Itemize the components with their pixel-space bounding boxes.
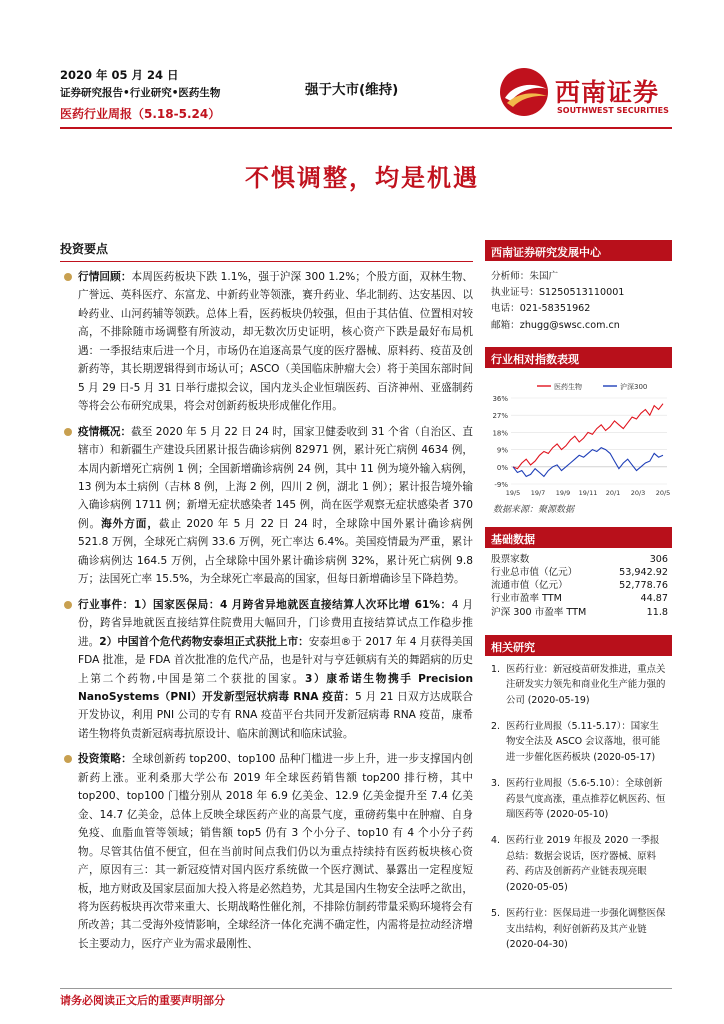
list-item[interactable] xyxy=(491,906,668,952)
summary-heading: 投资要点 xyxy=(60,240,473,262)
report-type: 证券研究报告•行业研究•医药生物 xyxy=(60,87,221,99)
item-text: 医药行业：医保局进一步强化调整医保支出结构，利好创新药及其产业链 (2020-04-30) xyxy=(506,908,666,950)
summary-point xyxy=(60,423,473,589)
list-item[interactable] xyxy=(491,833,668,895)
point-label: 疫情概况： xyxy=(78,425,132,438)
item-text: 医药行业 2019 年报及 2020 一季报总结：数据会说话，医疗器械、原料药、药店及创新药产业链表现亮眼 (2020-05-05) xyxy=(506,835,660,893)
investment-summary xyxy=(60,240,473,953)
item-text: 医药行业：新冠疫苗研发推进，重点关注研发实力领先和商业化生产能力强的公司 (2020-05-19) xyxy=(506,663,666,706)
item-number: 4. xyxy=(491,835,500,847)
point-bold: 2）中国首个危代药物安泰坦正式获批上市： xyxy=(99,635,309,648)
x-axis-ticks xyxy=(506,489,671,497)
item-text: 医药行业周报（5.6-5.10）：全球创新药景气度高涨，重点推荐亿帆医药、恒瑞医药等 (2020-05-10) xyxy=(506,778,666,821)
point-text: 4 月份，跨省异地就医直接结算住院费用大幅回升，门诊费用直接结算试点工作稳步推进。 xyxy=(78,598,473,648)
report-date: 2020 年 05 月 24 日 xyxy=(60,68,179,82)
item-number: 3. xyxy=(491,778,500,790)
row-key: 股票家数 xyxy=(491,553,530,565)
row-key: 行业市盈率 TTM xyxy=(491,593,562,605)
header-rule xyxy=(60,127,672,129)
company-logo xyxy=(497,65,677,121)
row-value: 53,942.92 xyxy=(619,567,668,579)
y-tick-label: 9% xyxy=(496,446,508,455)
x-tick-label: 20/5 xyxy=(655,488,671,497)
point-label: 行情回顾： xyxy=(78,271,132,283)
row-value: 44.87 xyxy=(640,593,668,605)
logo-mark-icon xyxy=(497,65,553,121)
table-row xyxy=(485,579,672,592)
list-item[interactable] xyxy=(491,662,668,708)
x-tick-label: 20/3 xyxy=(630,488,646,497)
x-tick-label: 19/11 xyxy=(578,488,598,497)
legend-label: 医药生物 xyxy=(554,382,582,391)
industry-rating: 强于大市(维持) xyxy=(305,82,399,98)
chart-svg xyxy=(485,374,672,502)
logo-name: 西南证券 xyxy=(555,78,660,107)
point-bold: 海外方面， xyxy=(101,517,159,530)
y-tick-label: 18% xyxy=(492,429,508,438)
series-line-0 xyxy=(513,404,663,469)
report-series: 医药行业周报（5.18-5.24） xyxy=(60,107,221,121)
bullet-icon xyxy=(64,428,72,436)
related-research-heading: 相关研究 xyxy=(485,635,672,656)
summary-point xyxy=(60,596,473,744)
table-row xyxy=(485,592,672,605)
series-line-1 xyxy=(513,448,663,477)
analyst-phone: 电话：021-58351962 xyxy=(491,303,591,315)
bullet-icon xyxy=(64,601,72,609)
table-row xyxy=(485,548,672,566)
point-text: 安泰坦®于 2017 年 4 月获得美国 FDA 批准，是 FDA 首次批准的危代产品，也是针对与亨廷顿病有关的舞蹈病的历史上第二个药物,中国是第二个获批的国家。 xyxy=(78,635,474,685)
y-tick-label: -9% xyxy=(494,480,508,489)
point-bold: 3）康希诺生物携手 Precision NanoSystems（PNI）开发新型冠状病毒 RNA 疫苗： xyxy=(78,672,473,703)
table-row xyxy=(485,566,672,579)
point-text: 全球创新药 top200、top100 品种门槛进一步上升，进一步支撑国内创新药上涨。亚利桑那大学公布 2019 年全球医药销售额 top200 排行榜，其中 top200、top100 门槛分别从 2018 年 6.9 亿美金、12.9 亿美金提升至 7.4 亿美金、14.7 亿美金，总体上反映全球医药产业的高景气度，重磅药集中在肿瘤、自身免疫、血脂血管等领域；销售额 top5 仍有 3 个小分子、top10 有 4 个小分子药物。尽管其估值不便宜，但在当前时间点我们仍以为重点持续持有医药板块核心资产，原因有三：其一新冠疫情对国内医疗系统做一个医疗测试、暴露出一定程度短板，地方财政及国家层面加大投入将是必然趋势，尤其是国内生物安全法呼之欲出，将为医药板块再次带来重大、长期战略性催化剂，不排除仿制药带量采购环境将会有所改善；其二受海外疫情影响，全球经济一体化充满不确定性，内需将是拉动经济增长主要动力，医疗产业为需求最刚性、 xyxy=(78,753,473,950)
point-bold: 1）国家医保局：4 月跨省异地就医直接结算人次环比增 61%： xyxy=(133,598,452,611)
fundamentals-table xyxy=(485,548,672,619)
chart-legend xyxy=(537,382,647,391)
chart-series xyxy=(513,404,663,477)
analyst-email[interactable]: 邮箱：zhugg@swsc.com.cn xyxy=(491,319,620,331)
row-value: 11.8 xyxy=(646,606,668,618)
disclaimer-footer: 请务必阅读正文后的重要声明部分 xyxy=(60,994,225,1007)
footer-rule xyxy=(60,988,672,989)
analyst-info xyxy=(485,261,672,334)
summary-point xyxy=(60,750,473,953)
legend-label: 沪深300 xyxy=(620,382,648,391)
row-key: 流通市值（亿元） xyxy=(491,580,568,592)
row-value: 52,778.76 xyxy=(619,580,668,592)
summary-point xyxy=(60,268,473,416)
report-title: 不惧调整，均是机遇 xyxy=(245,163,479,192)
related-research-list xyxy=(485,656,672,953)
item-text: 医药行业周报（5.11-5.17）：国家生物安全法及 ASCO 会议落地，很可能进一步催化医药板块 (2020-05-17) xyxy=(506,721,661,763)
y-axis-ticks xyxy=(492,395,508,489)
chart-source: 数据来源：聚源数据 xyxy=(493,504,575,515)
bullet-icon xyxy=(64,273,72,281)
fundamentals-heading: 基础数据 xyxy=(485,527,672,548)
row-key: 沪深 300 市盈率 TTM xyxy=(491,606,587,618)
performance-heading: 行业相对指数表现 xyxy=(485,347,672,368)
x-tick-label: 19/7 xyxy=(530,488,546,497)
logo-english: SOUTHWEST SECURITIES xyxy=(557,106,669,115)
point-text: 5 月 21 日双方达成联合开发协议，利用 PNI 公司的专有 RNA 疫苗平台共同开发新冠病毒 RNA 疫苗，康希诺生物将负责新冠病毒抗原设计、临床前测试和临床试验。 xyxy=(78,690,473,740)
relative-index-chart xyxy=(485,374,672,502)
x-tick-label: 19/5 xyxy=(505,488,521,497)
list-item[interactable] xyxy=(491,776,668,822)
point-text: 截止 2020 年 5 月 22 日 24 时，全球除中国外累计确诊病例 521.8 万例，全球死亡病例 33.6 万例，死亡率达 6.4%。美国疫情最为严重，累计确诊病例达 164.5 万例，占全球除中国外累计确诊病例 32%，累计死亡病例 9.8 万；法国死亡率 15.5%，为全球死亡率最高的国家，但每日新增确诊呈下降趋势。 xyxy=(78,517,473,586)
x-tick-label: 19/9 xyxy=(555,488,571,497)
analyst-name: 分析师：朱国广 xyxy=(491,271,559,282)
point-label: 投资策略： xyxy=(78,753,132,766)
y-tick-label: 27% xyxy=(492,412,508,421)
list-item[interactable] xyxy=(491,719,668,765)
bullet-icon xyxy=(64,755,72,763)
point-text: 截至 2020 年 5 月 22 日 24 时，国家卫健委收到 31 个省（自治区、直辖市）和新疆生产建设兵团累计报告确诊病例 82971 例，累计死亡病例 4634 例，本周内新增死亡病例 1 例；全国新增确诊病例 24 例，其中 11 例为境外输入病例，13 例为本土病例（吉林 8 例，上海 2 例，四川 2 例，湖北 1 例）；累计报告境外输入确诊病例 1711 例；新增无症状感染者 145 例，尚在医学观察无症状感染者 370 例。 xyxy=(78,425,473,530)
point-text: 本周医药板块下跌 1.1%，强于沪深 300 1.2%；个股方面，双林生物、广誉远、英科医疗、东富龙、中新药业等领涨，赛升药业、华北制药、达安基因、以岭药业、山河药辅等领跌。总体上看，医药板块仍较强，但由于其估值、位置相对较高，不排除随市场调整有所波动，却无数次历史证明，核心资产下跌是最好布局机遇：一季报结束后进一个月，市场仍在追逐高景气度的医疗器械、原料药、疫苗及创新药等，其长期逻辑得到市场认可；ASCO（美国临床肿瘤大会）将于美国东部时间 5 月 29 日-5 月 31 日举行虚拟会议，国内龙头企业恒瑞医药、百济神州、亚盛制药等将会公布研究成果，将会对创新药板块形成催化作用。 xyxy=(78,271,474,413)
item-number: 2. xyxy=(491,721,500,733)
x-tick-label: 20/1 xyxy=(605,488,621,497)
item-number: 5. xyxy=(491,908,500,920)
y-tick-label: 0% xyxy=(496,463,508,472)
row-value: 306 xyxy=(649,553,668,565)
row-key: 行业总市值（亿元） xyxy=(491,567,578,579)
analyst-license: 执业证号：S1250513110001 xyxy=(491,287,625,299)
point-label: 行业事件： xyxy=(78,598,134,611)
item-number: 1. xyxy=(491,663,500,675)
research-center-heading: 西南证券研究发展中心 xyxy=(485,240,672,261)
sidebar xyxy=(485,240,672,963)
y-tick-label: 36% xyxy=(492,394,508,403)
table-row xyxy=(485,606,672,619)
